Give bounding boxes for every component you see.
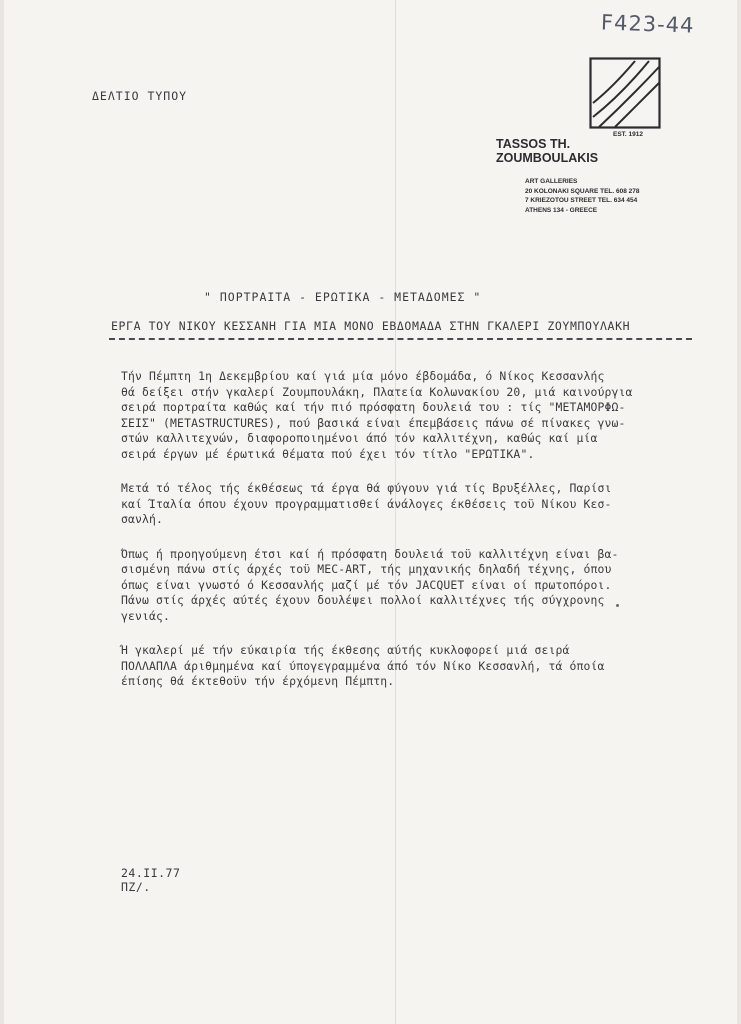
paragraph — [121, 481, 706, 528]
text-line: σισμένη πάνω στίς άρχές τοϋ MEC-ART, τής μηχανικής δηλαδή τέχνης, όπου — [121, 562, 612, 576]
paragraph — [121, 547, 706, 625]
text-line: θά δείξει στήν γκαλερί Ζουμπουλάκη, Πλατεία Κολωνακίου 20, μιά καινούργια — [121, 384, 633, 399]
paragraph — [121, 369, 706, 462]
press-release-body — [121, 369, 706, 709]
letterhead-line: ART GALLERIES — [525, 178, 578, 185]
gallery-logo — [589, 57, 661, 129]
letterhead-line: 7 KRIEZOTOU STREET TEL. 634 454 — [525, 197, 638, 204]
handwritten-reference: F423-44 — [600, 10, 695, 38]
text-line: σειρά έργων μέ έρωτικά θέματα πού έχει τόν τίτλο "ΕΡΩΤΙΚΑ". — [121, 446, 535, 461]
text-line: καί Ίταλία όπου έχουν προγραμματισθεί άνάλογες έκθέσεις τοϋ Νίκου Κεσ- — [121, 496, 612, 511]
text-line: Μετά τό τέλος τής έκθέσεως τά έργα θά φύγουν γιά τίς Βρυξέλλες, Παρίσι — [121, 481, 612, 495]
ink-speck — [616, 604, 619, 607]
letterhead-line: ATHENS 134 - GREECE — [525, 206, 598, 214]
text-line: ΣΕΙΣ" (METASTRUCTURES), πού βασικά είναι έπεμβάσεις πάνω σέ πίνακες γνω- — [121, 415, 626, 430]
established-year: EST. 1912 — [613, 131, 643, 138]
document-date: 24.ΙΙ.77 — [121, 866, 181, 880]
document-type-label: ΔΕΛΤΙΟ ΤΥΠΟΥ — [92, 89, 188, 103]
text-line: έπίσης θά έκτεθοϋν τήν έρχόμενη Πέμπτη. — [121, 674, 395, 688]
text-line: όπως είναι γνωστό ό Κεσσανλής μαζί μέ τόν JACQUET είναι οί πρωτοπόροι. — [121, 577, 612, 592]
letterhead — [480, 131, 665, 215]
paper-sheet — [4, 0, 737, 1024]
paragraph — [121, 643, 706, 690]
text-line: σανλή. — [121, 512, 164, 526]
text-line: Όπως ή προηγούμενη έτσι καί ή πρόσφατη δουλειά τοϋ καλλιτέχνη είναι βα- — [121, 546, 619, 561]
dashed-rule — [109, 338, 692, 340]
letterhead-line: 20 KOLONAKI SQUARE TEL. 608 278 — [525, 187, 640, 195]
text-line: γενιάς. — [121, 608, 171, 623]
text-line: ΠΟΛΛΑΠΛΑ άριθμημένα καί ύπογεγραμμένα άπό τόν Νίκο Κεσσανλή, τά όποία — [121, 658, 605, 673]
text-line: Ή γκαλερί μέ τήν εύκαιρία τής έκθεσης αύτής κυκλοφορεί μιά σειρά — [121, 643, 570, 657]
press-release-title: " ΠΟΡΤΡΑΙΤΑ - ΕΡΩΤΙΚΑ - ΜΕΤΑΔΟΜΕΣ " — [204, 290, 482, 304]
text-line: Πάνω στίς άρχές αύτές έχουν δουλέψει πολλοί καλλιτέχνες τής σύγχρονης — [121, 593, 605, 607]
text-line: Τήν Πέμπτη 1η Δεκεμβρίου καί γιά μία μόνο έβδομάδα, ό Νίκος Κεσσανλής — [121, 369, 605, 383]
typist-initials: ΠΖ/. — [121, 880, 151, 894]
signature-block — [121, 866, 180, 894]
text-line: στών καλλιτεχνών, διαφοροποιημένοι άπό τόν καλλιτέχνη, καθώς καί μία — [121, 431, 598, 445]
firm-name: TASSOS TH. ZOUMBOULAKIS — [496, 137, 599, 165]
text-line: σειρά πορτραίτα καθώς καί τήν πιό πρόσφατη δουλειά του : τίς "ΜΕΤΑΜΟΡΦΩ- — [121, 400, 626, 414]
press-release-subtitle: ΕΡΓΑ ΤΟΥ ΝΙΚΟΥ ΚΕΣΣΑΝΗ ΓΙΑ ΜΙΑ ΜΟΝΟ ΕΒΔΟΜΑΔΑ ΣΤΗΝ ΓΚΑΛΕΡΙ ΖΟΥΜΠΟΥΛΑΚΗ — [111, 319, 631, 333]
